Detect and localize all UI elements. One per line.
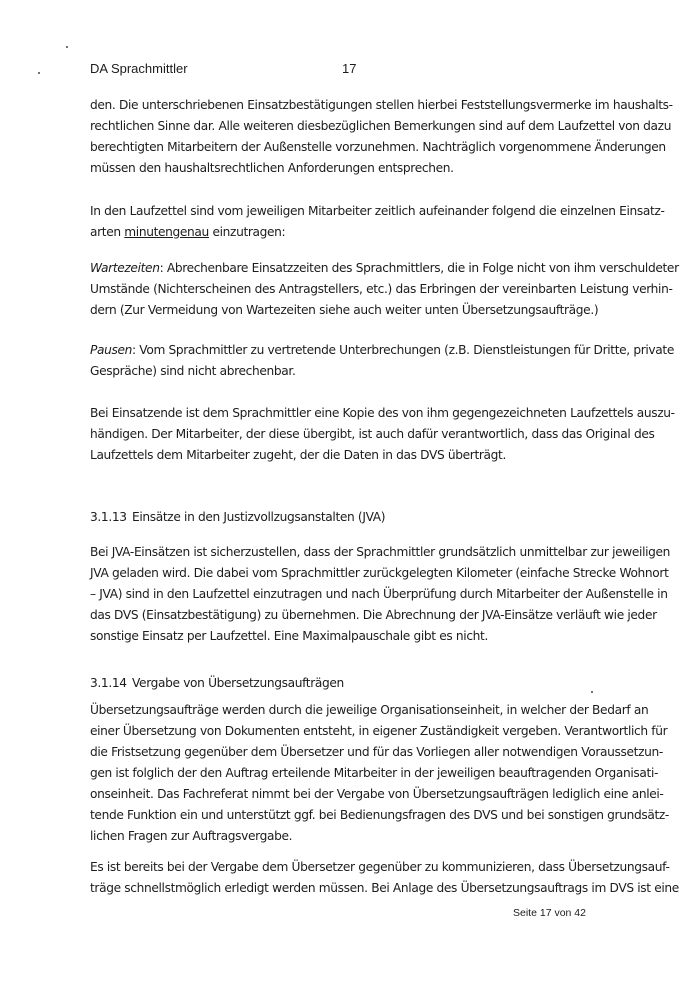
text-line: Laufzettels dem Mitarbeiter zugeht, der die Daten in das DVS überträgt. [90,448,507,462]
text-line: müssen den haushaltsrechtlichen Anforderungen entsprechen. [90,161,454,175]
section-heading-3-1-13 [90,510,385,524]
paragraph-laufzettel [90,201,665,243]
text-line: die Fristsetzung gegenüber dem Übersetzer und für das Vorliegen aller notwendigen Voraussetzun- [90,745,663,759]
text-line: händigen. Der Mitarbeiter, der diese übergibt, ist auch dafür verantwortlich, dass das Original des [90,427,655,441]
scan-speck [66,46,68,48]
text-segment: : Abrechenbare Einsatzzeiten des Sprachmittlers, die in Folge nicht von ihm verschuldeter [159,261,679,275]
paragraph-pausen [90,340,674,382]
paragraph-uebersetzungsauftraege [90,700,669,847]
paragraph-kommunikation [90,857,679,899]
text-line: einer Übersetzung von Dokumenten entsteht, in eigener Zuständigkeit vergeben. Verantwortlich für [90,724,668,738]
header-page-number: 17 [342,61,357,76]
text-line [90,340,674,361]
paragraph-jva-einsaetze [90,542,671,647]
text-line: Bei Einsatzende ist dem Sprachmittler eine Kopie des von ihm gegengezeichneten Laufzettels auszu- [90,406,675,420]
scan-speck [38,72,40,74]
paragraph-wartezeiten [90,258,679,321]
header-title: DA Sprachmittler [90,61,188,76]
text-segment: einzutragen: [208,225,286,239]
section-number: 3.1.13 [90,510,127,524]
text-line: berechtigten Mitarbeitern der Außenstelle vorzunehmen. Nachträglich vorgenommene Änderungen [90,140,666,154]
text-line: träge schnellstmöglich erledigt werden müssen. Bei Anlage des Übersetzungsauftrags im DVS ist eine [90,881,679,895]
term-label: Wartezeiten [90,261,160,275]
paragraph-einsatzende [90,403,675,466]
text-line: gen ist folglich der den Auftrag erteilende Mitarbeiter in der jeweiligen beauftragenden Organisati- [90,766,659,780]
text-line: In den Laufzettel sind vom jeweiligen Mitarbeiter zeitlich aufeinander folgend die einzelnen Einsatz- [90,204,665,218]
text-segment: arten [90,225,125,239]
text-line: rechtlichen Sinne dar. Alle weiteren diesbezüglichen Bemerkungen sind auf dem Laufzettel von dazu [90,119,672,133]
section-title: Einsätze in den Justizvollzugsanstalten (JVA) [132,510,386,524]
text-line: sonstige Einsatz per Laufzettel. Eine Maximalpauschale gibt es nicht. [90,629,489,643]
text-line: Bei JVA-Einsätzen ist sicherzustellen, dass der Sprachmittler grundsätzlich unmittelbar zur jeweiligen [90,545,671,559]
text-line: onseinheit. Das Fachreferat nimmt bei der Vergabe von Übersetzungsaufträgen lediglich eine anlei- [90,787,664,801]
text-line: JVA geladen wird. Die dabei vom Sprachmittler zurückgelegten Kilometer (einfache Strecke Wohnort [90,566,669,580]
text-line: Es ist bereits bei der Vergabe dem Übersetzer gegenüber zu kommunizieren, dass Übersetzungsauf- [90,860,670,874]
term-label: Pausen [90,343,133,357]
text-line: Gespräche) sind nicht abrechenbar. [90,364,296,378]
text-line: Übersetzungsaufträge werden durch die jeweilige Organisationseinheit, in welcher der Bedarf an [90,703,649,717]
text-line: tende Funktion ein und unterstützt ggf. bei Bedienungsfragen des DVS und bei sonstigen grundsätz- [90,808,669,822]
section-number: 3.1.14 [90,676,127,690]
text-line: dern (Zur Vermeidung von Wartezeiten siehe auch weiter unten Übersetzungsaufträge.) [90,303,599,317]
section-heading-3-1-14 [90,676,344,690]
text-segment: : Vom Sprachmittler zu vertretende Unterbrechungen (z.B. Dienstleistungen für Dritte, private [132,343,674,357]
text-line: den. Die unterschriebenen Einsatzbestätigungen stellen hierbei Feststellungsvermerke im haushalts- [90,98,673,112]
text-line: lichen Fragen zur Auftragsvergabe. [90,829,293,843]
scan-speck [591,691,593,693]
text-line: Umstände (Nichterscheinen des Antragstellers, etc.) das Erbringen der vereinbarten Leistung verhin- [90,282,673,296]
underlined-term: minutengenau [124,225,209,239]
section-title: Vergabe von Übersetzungsaufträgen [132,676,344,690]
text-line [90,258,679,279]
text-line [90,222,610,243]
text-line: – JVA) sind in den Laufzettel einzutragen und nach Überprüfung durch Mitarbeiter der Außenstelle in [90,587,668,601]
text-line: das DVS (Einsatzbestätigung) zu übernehmen. Die Abrechnung der JVA-Einsätze verläuft wie jeder [90,608,657,622]
paragraph-feststellungsvermerke [90,95,673,179]
page-footer: Seite 17 von 42 [513,907,586,919]
